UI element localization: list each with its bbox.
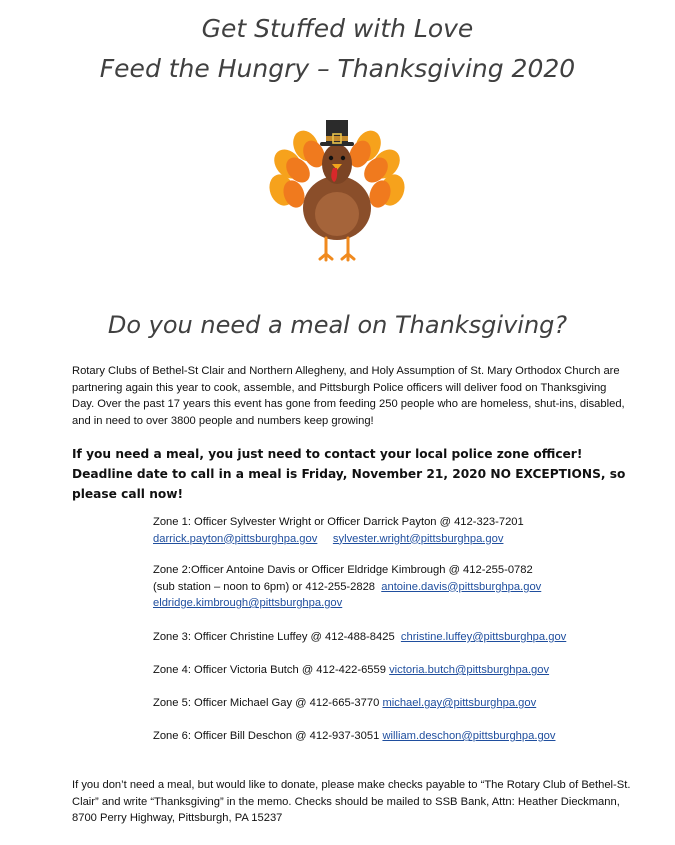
zone-6-officer: Zone 6: Officer Bill Deschon @ 412-937-3051 — [153, 730, 380, 742]
zone-5-email[interactable]: michael.gay@pittsburghpa.gov — [382, 697, 537, 709]
zone-2-email-davis[interactable]: antoine.davis@pittsburghpa.gov — [381, 580, 542, 593]
zone-2-substation: (sub station – noon to 6pm) or 412-255-2828 — [153, 580, 376, 593]
meal-question-heading: Do you need a meal on Thanksgiving? — [107, 311, 568, 339]
title-line-1: Get Stuffed with Love — [201, 14, 474, 43]
title-line-2: Feed the Hungry – Thanksgiving 2020 — [99, 54, 576, 83]
zone-6-contact — [153, 728, 623, 745]
zone-2-officers: Zone 2:Officer Antoine Davis or Officer Eldridge Kimbrough @ 412-255-0782 — [153, 564, 533, 576]
zone-2-email-kimbrough[interactable]: eldridge.kimbrough@pittsburghpa.gov — [153, 597, 343, 609]
zone-3-contact — [153, 629, 623, 646]
call-to-action: If you need a meal, you just need to contact your local police zone officer! Deadline date to call in a meal is Friday, November 21, 2020 NO EXCEPTIONS, so please call now! — [72, 447, 626, 501]
zone-5-officer: Zone 5: Officer Michael Gay @ 412-665-3770 — [153, 697, 380, 709]
turkey-icon — [268, 112, 406, 262]
zone-6-email[interactable]: william.deschon@pittsburghpa.gov — [382, 730, 556, 742]
zone-1-email-wright[interactable]: sylvester.wright@pittsburghpa.gov — [332, 532, 504, 545]
zone-4-email[interactable]: victoria.butch@pittsburghpa.gov — [389, 664, 550, 676]
zone-2-contact — [153, 562, 623, 612]
zone-3-officer: Zone 3: Officer Christine Luffey @ 412-488-8425 — [153, 631, 395, 643]
zone-4-officer: Zone 4: Officer Victoria Butch @ 412-422-6559 — [153, 664, 386, 676]
zone-3-email[interactable]: christine.luffey@pittsburghpa.gov — [400, 631, 567, 643]
zone-1-contact — [153, 514, 623, 547]
zone-4-contact — [153, 662, 623, 679]
donation-paragraph: If you don’t need a meal, but would like to donate, please make checks payable to “The Rotary Club of Bethel-St. Clair” and write “Thanksgiving” in the memo. Checks should be mailed to SSB Bank, Attn: Heather Dieckmann, 8700 Perry Highway, Pittsburgh, PA 15237 — [72, 779, 631, 824]
zone-1-email-payton[interactable]: darrick.payton@pittsburghpa.gov — [153, 532, 318, 545]
zone-5-contact — [153, 695, 623, 712]
zone-1-officers: Zone 1: Officer Sylvester Wright or Officer Darrick Payton @ 412-323-7201 — [153, 516, 524, 528]
intro-paragraph: Rotary Clubs of Bethel-St Clair and Northern Allegheny, and Holy Assumption of St. Mary Orthodox Church are partnering again this year to cook, assemble, and Pittsburgh Police officers will deliver food on Thanksgiving Day. Over the past 17 years this event has gone from feeding 250 people who are homeless, shut-ins, disabled, and in need to over 3800 people and numbers keep growing! — [72, 365, 625, 427]
